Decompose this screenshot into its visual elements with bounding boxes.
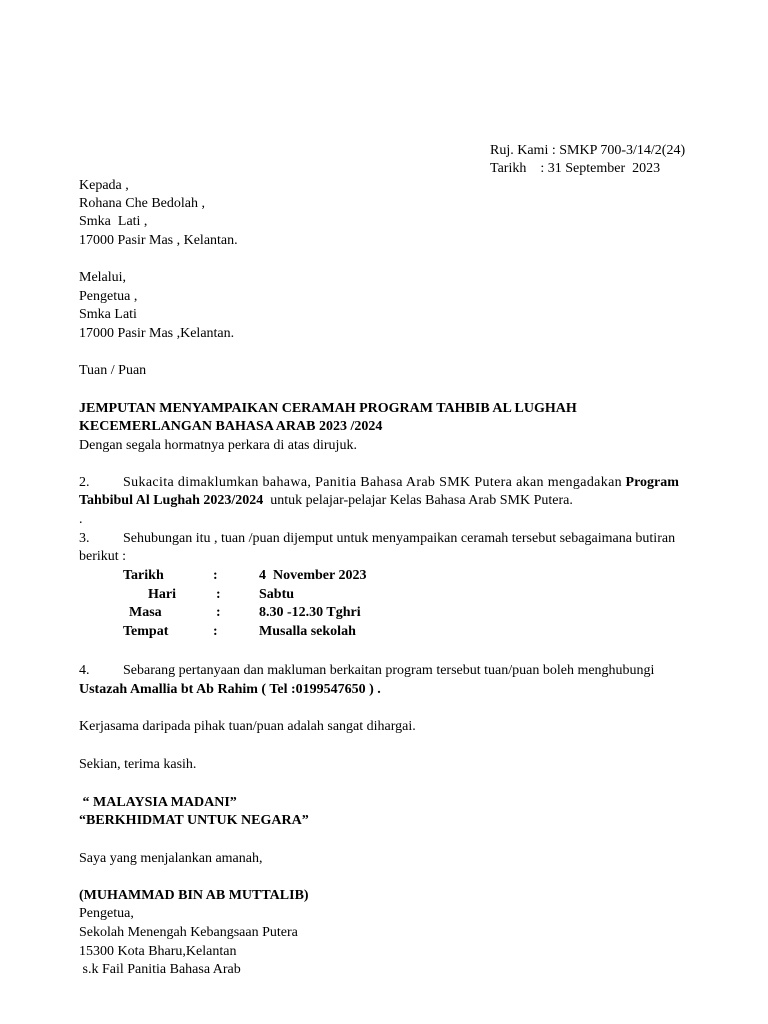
detail-separator: : — [216, 605, 221, 620]
detail-label: Masa — [129, 605, 162, 620]
para4-number: 4. — [79, 663, 90, 678]
ruj-value: : SMKP 700-3/14/2(24) — [551, 143, 686, 158]
para2-line-1 — [123, 474, 679, 492]
detail-value: Sabtu — [259, 587, 295, 602]
via-address: 17000 Pasir Mas ,Kelantan. — [79, 326, 235, 341]
para3-line-1: Sehubungan itu , tuan /puan dijemput untuk menyampaikan ceramah tersebut sebagaimana butiran — [123, 531, 676, 546]
recipient-name: Rohana Che Bedolah , — [79, 196, 205, 211]
cooperation-text: Kerjasama daripada pihak tuan/puan adalah sangat dihargai. — [79, 719, 416, 734]
closing-text: Sekian, terima kasih. — [79, 757, 197, 772]
detail-value: Musalla sekolah — [259, 624, 356, 639]
para2-line2-text: untuk pelajar-pelajar Kelas Bahasa Arab SMK Putera. — [263, 493, 573, 508]
para2-line1-text: Sukacita dimaklumkan bahawa, Panitia Bahasa Arab SMK Putera akan mengadakan — [123, 475, 623, 490]
slogan-malaysia-madani: “ MALAYSIA MADANI” — [79, 795, 237, 810]
para3-line-2: berikut : — [79, 549, 127, 564]
via-title: Pengetua , — [79, 289, 138, 304]
signatory-school: Sekolah Menengah Kebangsaan Putera — [79, 925, 298, 940]
ruj-label: Ruj. Kami — [490, 143, 549, 158]
detail-value: 4 November 2023 — [259, 568, 367, 583]
via-school: Smka Lati — [79, 307, 137, 322]
signoff-text: Saya yang menjalankan amanah, — [79, 851, 263, 866]
cc-line: s.k Fail Panitia Bahasa Arab — [79, 962, 241, 977]
detail-separator: : — [216, 587, 221, 602]
recipient-address: 17000 Pasir Mas , Kelantan. — [79, 233, 238, 248]
reference-ruj — [490, 142, 685, 160]
detail-separator: : — [213, 624, 218, 639]
detail-label: Hari — [148, 587, 176, 602]
recipient-salutation: Kepada , — [79, 178, 129, 193]
signatory-address: 15300 Kota Bharu,Kelantan — [79, 944, 237, 959]
detail-label: Tarikh — [123, 568, 164, 583]
greeting: Tuan / Puan — [79, 363, 147, 378]
detail-value: 8.30 -12.30 Tghri — [259, 605, 361, 620]
reference-tarikh — [490, 160, 660, 178]
para4-line-1: Sebarang pertanyaan dan makluman berkaitan program tersebut tuan/puan boleh menghubungi — [123, 663, 655, 678]
slogan-berkhidmat: “BERKHIDMAT UNTUK NEGARA” — [79, 813, 309, 828]
detail-separator: : — [213, 568, 218, 583]
subject-line-1: JEMPUTAN MENYAMPAIKAN CERAMAH PROGRAM TAHBIB AL LUGHAH — [79, 401, 577, 416]
intro-text: Dengan segala hormatnya perkara di atas dirujuk. — [79, 438, 357, 453]
tarikh-label: Tarikh — [490, 161, 527, 176]
para3-number: 3. — [79, 531, 90, 546]
para4-line-2: Ustazah Amallia bt Ab Rahim ( Tel :0199547650 ) . — [79, 682, 381, 697]
para2-dot: . — [79, 512, 83, 527]
signatory-title: Pengetua, — [79, 906, 134, 921]
recipient-school: Smka Lati , — [79, 214, 148, 229]
para2-number: 2. — [79, 475, 90, 490]
tarikh-value: : 31 September 2023 — [540, 161, 661, 176]
para2-line1-bold: Program — [625, 475, 679, 490]
para2-line2-bold: Tahbibul Al Lughah 2023/2024 — [79, 493, 264, 508]
via-label: Melalui, — [79, 270, 127, 285]
subject-line-2: KECEMERLANGAN BAHASA ARAB 2023 /2024 — [79, 419, 383, 434]
para2-line-2 — [79, 492, 573, 510]
detail-label: Tempat — [123, 624, 169, 639]
signatory-name: (MUHAMMAD BIN AB MUTTALIB) — [79, 888, 309, 903]
